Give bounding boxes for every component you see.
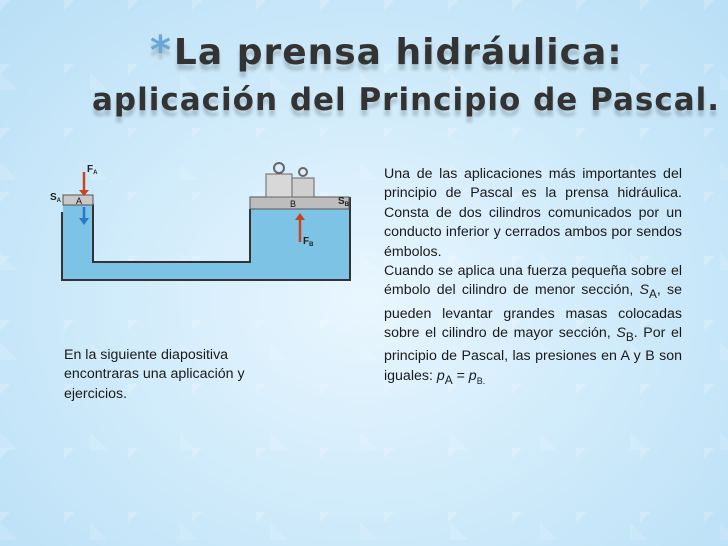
label-B: B — [290, 199, 297, 209]
paragraph-1: Una de las aplicaciones más importantes del principio de Pascal es la prensa hidráulica. Consta de dos cilindros comunicados por un conducto inferior y cerrados ambos por sendos émbolos. — [384, 166, 682, 260]
explanation-text — [384, 165, 682, 391]
label-SB: $S_B$ — [338, 196, 350, 208]
label-A: A — [76, 196, 83, 206]
slide-title-line1 — [150, 28, 623, 74]
symbol-SB: S — [616, 325, 626, 342]
side-note: En la siguiente diapositiva encontraras una aplicación y ejercicios. — [64, 347, 245, 402]
paragraph-2 — [384, 262, 682, 391]
p2-part1: Cuando se aplica una fuerza pequeña sobre el émbolo del cilindro de menor sección, — [384, 263, 682, 299]
label-FA: $F_A$ — [87, 164, 98, 176]
piston-B — [250, 197, 349, 209]
symbol-pB-sub: B. — [476, 375, 486, 386]
p2-part3: . Por el principio de Pascal, las presiones en A y B son iguales: — [384, 325, 682, 384]
symbol-pA: p — [436, 367, 445, 384]
symbol-SB-sub: B — [625, 329, 634, 344]
label-SA: $S_A$ — [50, 192, 62, 204]
symbol-SA: S — [639, 282, 649, 299]
label-FB: $F_B$ — [303, 236, 314, 248]
symbol-SA-sub: A — [649, 287, 657, 302]
bullet-star: * — [150, 28, 172, 74]
title-text-1: La prensa hidráulica: — [173, 32, 623, 73]
mass-weight-1 — [266, 174, 292, 197]
mass-weight-2 — [292, 178, 314, 197]
p2-part2: , se pueden levantar grandes masas colocadas sobre el cilindro de mayor sección, — [384, 282, 682, 342]
equals-sign: = — [452, 367, 469, 384]
hydraulic-press-diagram — [50, 152, 360, 302]
slide-title-line2: aplicación del Principio de Pascal. — [92, 82, 721, 118]
symbol-pA-sub: A — [444, 372, 453, 387]
symbol-pB: p — [468, 367, 477, 384]
